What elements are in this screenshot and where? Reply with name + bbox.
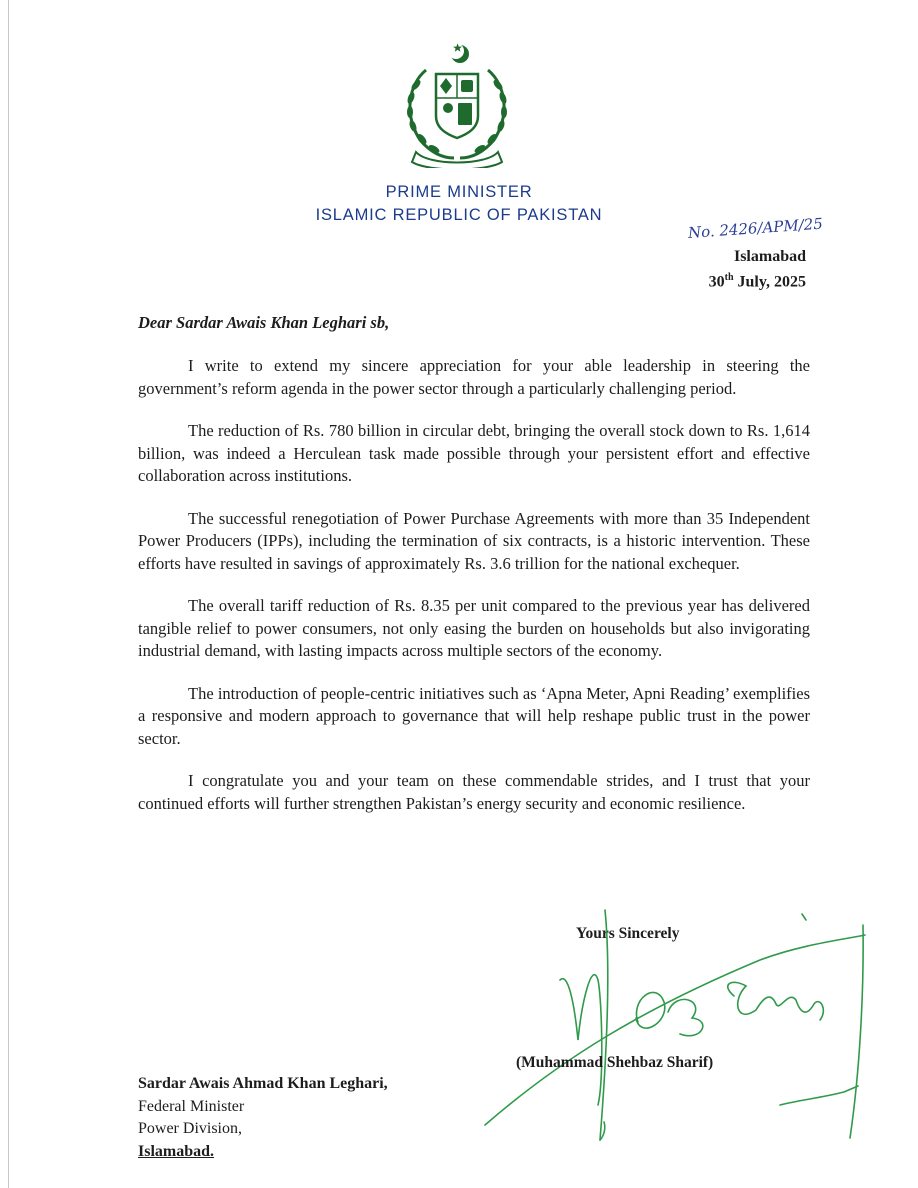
closing: Yours Sincerely — [576, 925, 680, 942]
addressee-title: Federal Minister — [138, 1097, 245, 1115]
addressee-division: Power Division, — [138, 1120, 242, 1137]
addressee-name: Sardar Awais Ahmad Khan Leghari, — [138, 1075, 388, 1092]
addressee-city: Islamabad. — [138, 1142, 215, 1160]
paragraph: I congratulate you and your team on these commendable strides, and I trust that your continued efforts will further strengthen Pakistan’s energy security and economic resilience. — [138, 771, 810, 813]
date-day-suffix: th — [724, 272, 734, 283]
reference-number: No. 2426/APM/25 — [687, 214, 824, 242]
salutation: Dear Sardar Awais Khan Leghari sb, — [138, 313, 390, 332]
page-edge — [8, 0, 9, 1188]
paragraph: The successful renegotiation of Power Purchase Agreements with more than 35 Independent Power Producers (IPPs), including the termination of six contracts, is a historic intervention. These efforts have resulted in savings of approximately Rs. 3.6 trillion for the national exchequer. — [138, 508, 810, 573]
signature-icon — [480, 900, 880, 1150]
paragraph: The overall tariff reduction of Rs. 8.35 per unit compared to the previous year has delivered tangible relief to power consumers, not only easing the burden on households but also invigorating industrial demand, with lasting impacts across multiple sectors of the economy. — [138, 596, 810, 660]
date-month-year: July, 2025 — [733, 273, 806, 291]
date-day: 30 — [708, 273, 725, 291]
dateline-place: Islamabad — [733, 248, 806, 265]
paragraph: The reduction of Rs. 780 billion in circular debt, bringing the overall stock down to Rs. 1,614 billion, was indeed a Herculean task made possible through your persistent effort and effective collaboration across institutions. — [138, 421, 810, 485]
letter-body — [138, 355, 810, 835]
header-title: PRIME MINISTER — [385, 183, 533, 201]
paragraph: I write to extend my sincere appreciation for your able leadership in steering the government’s reform agenda in the power sector through a particularly challenging period. — [138, 356, 810, 398]
header-subtitle: ISLAMIC REPUBLIC OF PAKISTAN — [315, 206, 603, 224]
state-emblem-icon — [398, 40, 516, 168]
paragraph: The introduction of people-centric initiatives such as ‘Apna Meter, Apni Reading’ exemplifies a responsive and modern approach to governance that will help reshape public trust in the power sector. — [138, 683, 810, 748]
addressee-block — [138, 1073, 388, 1163]
signatory-name: (Muhammad Shehbaz Sharif) — [516, 1054, 714, 1071]
dateline-date — [709, 272, 806, 291]
